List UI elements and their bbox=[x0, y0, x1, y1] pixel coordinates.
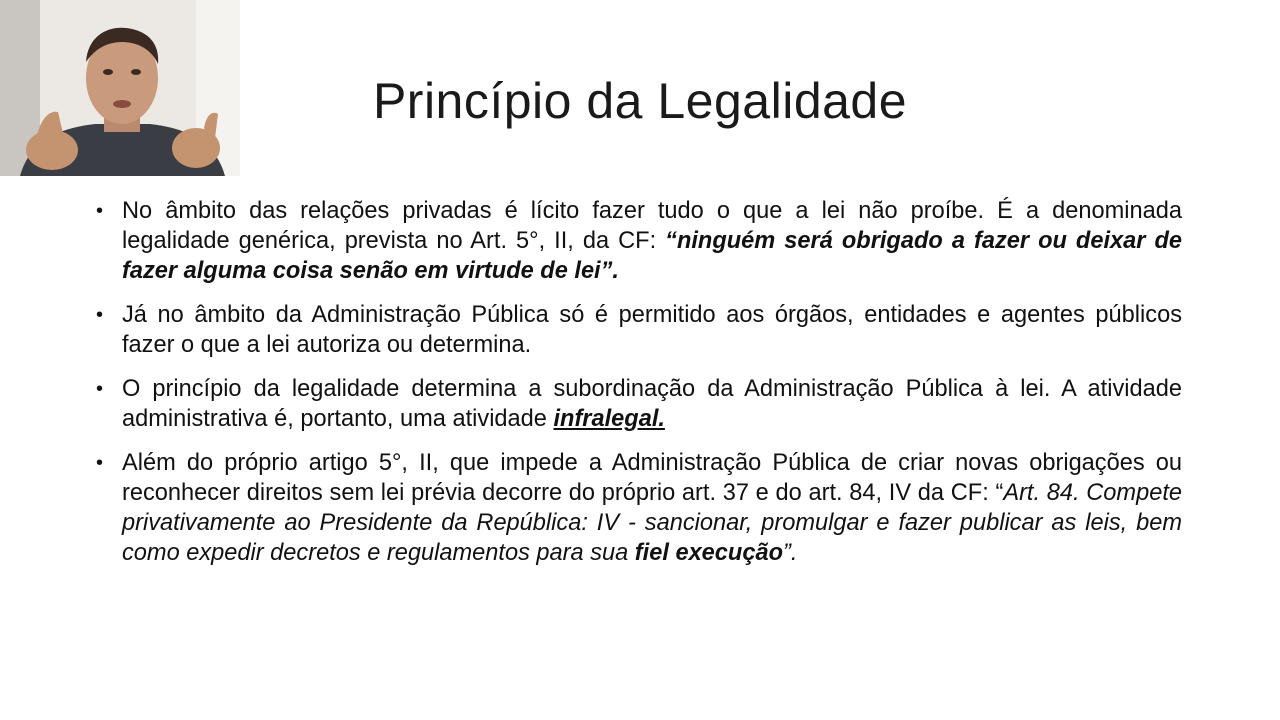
bullet-text-emphasis: fiel execução bbox=[634, 540, 783, 566]
bullet-item bbox=[96, 196, 1182, 286]
bullet-list bbox=[96, 196, 1182, 582]
bullet-item bbox=[96, 300, 1182, 360]
bullet-text: O princípio da legalidade determina a subordinação da Administração Pública à lei. A atividade administrativa é, portanto, uma atividade bbox=[122, 376, 1182, 432]
bullet-text: No âmbito das relações privadas é lícito fazer tudo o que a lei não proíbe. É a denominada legalidade genérica, prevista no Art. 5°, II, da CF: bbox=[122, 198, 1182, 254]
slide-title: Princípio da Legalidade bbox=[372, 73, 908, 129]
bullet-text: Já no âmbito da Administração Pública só é permitido aos órgãos, entidades e agentes públicos fazer o que a lei autoriza ou determina. bbox=[122, 302, 1182, 358]
bullet-text: Além do próprio artigo 5°, II, que impede a Administração Pública de criar novas obrigações ou reconhecer direitos sem lei prévia decorre do próprio art. 37 e do art. 84, IV da CF: “ bbox=[122, 450, 1182, 506]
bullet-text-quote-end: ”. bbox=[783, 540, 798, 566]
bullet-icon: • bbox=[96, 452, 104, 474]
bullet-icon: • bbox=[96, 378, 104, 400]
bullet-item bbox=[96, 448, 1182, 568]
bullet-icon: • bbox=[96, 304, 104, 326]
bullet-text-emphasis: infralegal. bbox=[553, 406, 665, 432]
bullet-text-quote: Art. 84. Compete privativamente ao Presidente da República: IV - sancionar, promulgar e fazer publicar as leis, bem como expedir decretos e regulamentos para sua bbox=[122, 480, 1182, 566]
bullet-icon: • bbox=[96, 200, 104, 222]
bullet-text-emphasis: “ninguém será obrigado a fazer ou deixar de fazer alguma coisa senão em virtude de lei”. bbox=[122, 228, 1182, 284]
bullet-item bbox=[96, 374, 1182, 434]
